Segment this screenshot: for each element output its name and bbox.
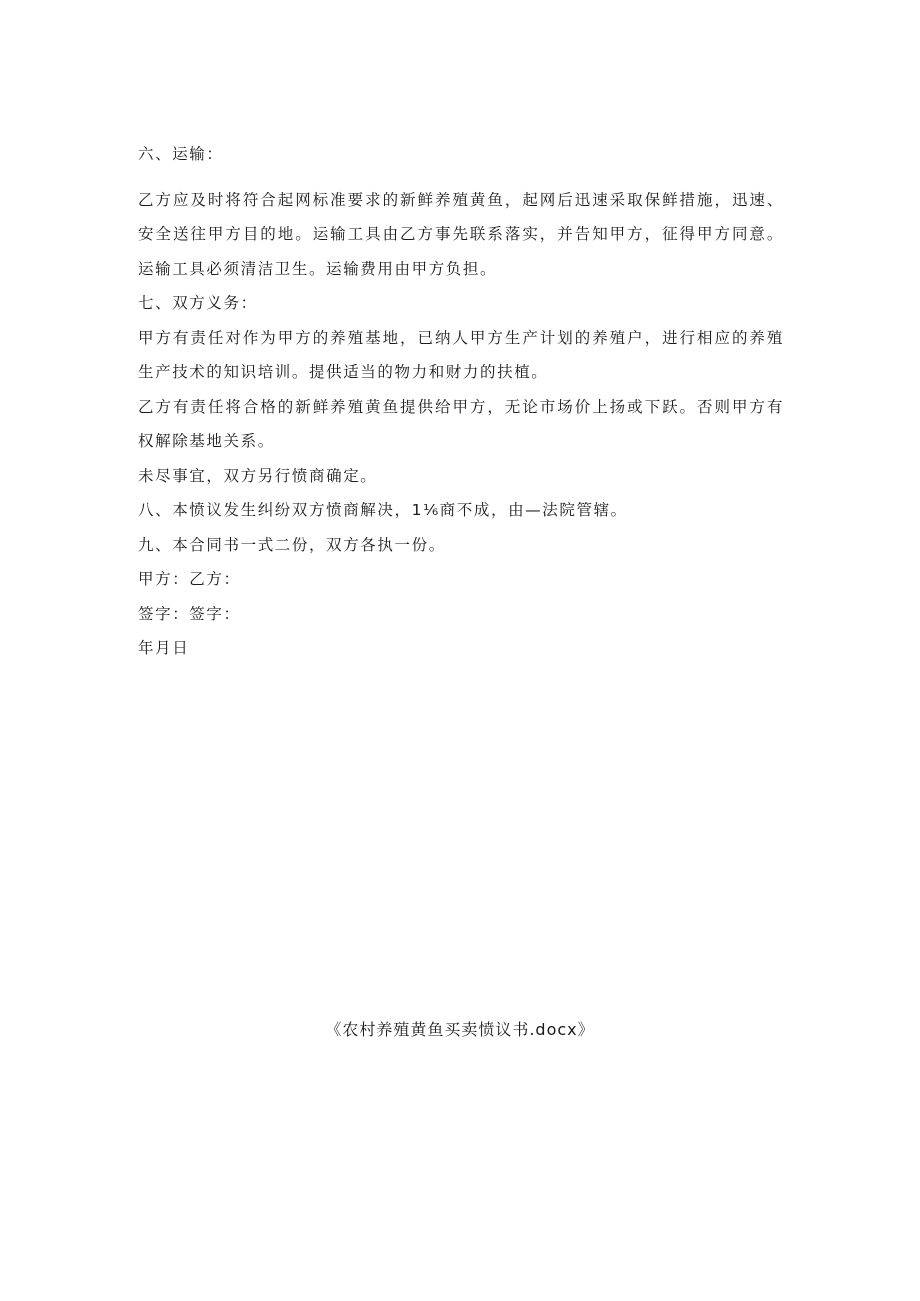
- section-heading-obligations: 七、双方义务：: [138, 294, 258, 312]
- paragraph-transport: 乙方应及时将符合起网标准要求的新鲜养殖黄鱼，起网后迅速采取保鲜措施，迅速、安全送往甲方目的地。运输工具由乙方事先联系落实，并告知甲方，征得甲方同意。运输工具必须清洁卫生。运输费用由甲方负担。: [138, 190, 784, 278]
- paragraph-party-b-duty: 乙方有责任将合格的新鲜养殖黄鱼提供给甲方，无论市场价上扬或下跃。否则甲方有权解除基地关系。: [138, 397, 784, 450]
- date-line: 年月日: [138, 639, 190, 657]
- paragraph-other-matters: 未尽事宜，双方另行愤商确定。: [138, 466, 378, 485]
- section-heading-copies: 九、本合同书一式二份，双方各执一份。: [138, 535, 446, 554]
- signature-line: 签字：签字：: [138, 604, 241, 623]
- paragraph-party-a-duty: 甲方有责任对作为甲方的养殖基地，已纳人甲方生产计划的养殖户，进行相应的养殖生产技术的知识培训。提供适当的物力和财力的扶植。: [138, 328, 784, 381]
- document-body: [138, 137, 784, 666]
- section-heading-disputes: 八、本愤议发生纠纷双方愤商解决，1⅙商不成，由—法院管辖。: [138, 501, 628, 519]
- document-filename-footer: 《农村养殖黄鱼买卖愤议书.docx》: [325, 1020, 595, 1039]
- parties-line: 甲方：乙方：: [138, 570, 241, 588]
- section-heading-transport: 六、运输：: [138, 145, 224, 163]
